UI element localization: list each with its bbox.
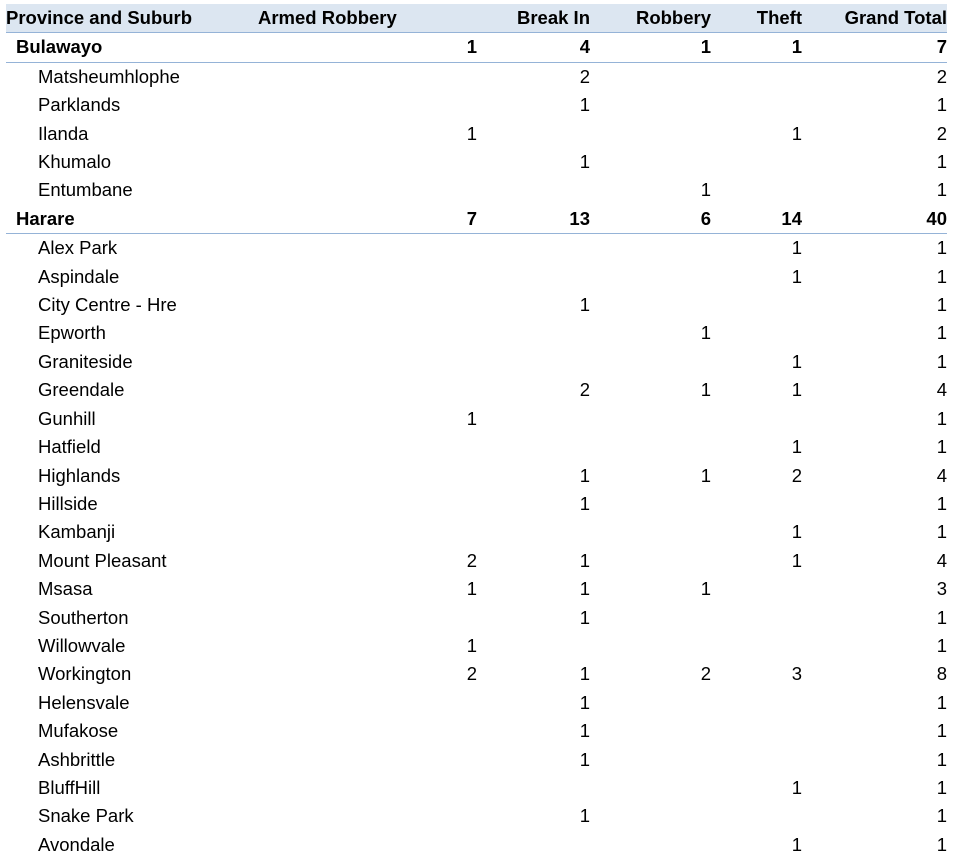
suburb-row[interactable] [6, 604, 947, 632]
suburb-name: Workington [38, 663, 132, 685]
break-in-cell: 1 [579, 748, 590, 770]
grand-total-cell: 2 [936, 122, 947, 144]
grand-total-cell: 1 [936, 691, 947, 713]
theft-cell [711, 802, 802, 830]
grand-total-cell: 1 [936, 237, 947, 259]
armed-robbery-cell [258, 717, 477, 745]
theft-cell [711, 319, 802, 347]
armed-robbery-cell: 1 [258, 33, 477, 62]
robbery-cell [590, 689, 711, 717]
theft-cell: 1 [791, 833, 802, 855]
break-in-cell: 1 [579, 151, 590, 173]
suburb-row[interactable] [6, 176, 947, 204]
header-robbery[interactable]: Robbery [590, 4, 711, 33]
robbery-cell [590, 632, 711, 660]
suburb-name: Hatfield [38, 436, 101, 458]
grand-total-cell: 1 [936, 151, 947, 173]
robbery-cell: 1 [700, 578, 711, 600]
suburb-row[interactable] [6, 433, 947, 461]
robbery-cell [590, 263, 711, 291]
armed-robbery-cell [258, 774, 477, 802]
robbery-cell [590, 405, 711, 433]
theft-cell: 1 [791, 237, 802, 259]
theft-cell: 1 [791, 436, 802, 458]
break-in-cell: 2 [579, 379, 590, 401]
grand-total-cell: 40 [802, 205, 947, 234]
province-row-bulawayo[interactable] [6, 33, 947, 62]
province-name: Harare [6, 205, 258, 234]
suburb-row[interactable] [6, 490, 947, 518]
robbery-cell [590, 62, 711, 91]
break-in-cell: 2 [579, 65, 590, 87]
theft-cell: 1 [791, 350, 802, 372]
robbery-cell [590, 604, 711, 632]
armed-robbery-cell [258, 746, 477, 774]
break-in-cell [477, 263, 590, 291]
robbery-cell [590, 148, 711, 176]
suburb-row[interactable] [6, 831, 947, 859]
armed-robbery-cell [258, 831, 477, 859]
grand-total-cell: 1 [936, 720, 947, 742]
armed-robbery-cell: 1 [466, 578, 477, 600]
theft-cell [711, 62, 802, 91]
armed-robbery-cell [258, 376, 477, 404]
grand-total-cell: 4 [936, 379, 947, 401]
theft-cell: 1 [791, 549, 802, 571]
grand-total-cell: 1 [936, 776, 947, 798]
grand-total-cell: 1 [936, 179, 947, 201]
robbery-cell: 2 [700, 663, 711, 685]
suburb-row[interactable] [6, 91, 947, 119]
suburb-name: Willowvale [38, 634, 126, 656]
armed-robbery-cell: 1 [466, 407, 477, 429]
robbery-cell: 1 [700, 179, 711, 201]
suburb-row[interactable] [6, 575, 947, 603]
break-in-cell: 1 [579, 720, 590, 742]
break-in-cell: 1 [579, 464, 590, 486]
suburb-row[interactable] [6, 62, 947, 91]
break-in-cell [477, 774, 590, 802]
suburb-row[interactable] [6, 746, 947, 774]
break-in-cell [477, 433, 590, 461]
suburb-row[interactable] [6, 148, 947, 176]
theft-cell: 1 [791, 122, 802, 144]
suburb-name: Ilanda [38, 122, 89, 144]
grand-total-cell: 1 [936, 94, 947, 116]
suburb-row[interactable] [6, 120, 947, 148]
armed-robbery-cell [258, 689, 477, 717]
theft-cell: 1 [791, 379, 802, 401]
grand-total-cell: 1 [936, 322, 947, 344]
robbery-cell [590, 547, 711, 575]
armed-robbery-cell [258, 348, 477, 376]
suburb-name: Parklands [38, 94, 121, 116]
robbery-cell [590, 774, 711, 802]
suburb-row[interactable] [6, 263, 947, 291]
grand-total-cell: 1 [936, 748, 947, 770]
break-in-cell [477, 319, 590, 347]
break-in-cell: 1 [579, 691, 590, 713]
suburb-name: Epworth [38, 322, 106, 344]
break-in-cell [477, 176, 590, 204]
pivot-table [6, 4, 947, 859]
header-theft[interactable]: Theft [711, 4, 802, 33]
break-in-cell: 1 [579, 492, 590, 514]
robbery-cell [590, 348, 711, 376]
grand-total-cell: 1 [936, 294, 947, 316]
theft-cell: 1 [791, 521, 802, 543]
theft-cell: 1 [791, 776, 802, 798]
armed-robbery-cell [258, 490, 477, 518]
suburb-name: Graniteside [38, 350, 133, 372]
suburb-name: Highlands [38, 464, 121, 486]
suburb-row[interactable] [6, 518, 947, 546]
grand-total-cell: 7 [802, 33, 947, 62]
suburb-name: City Centre - Hre [38, 294, 177, 316]
theft-cell [711, 746, 802, 774]
robbery-cell: 1 [700, 379, 711, 401]
grand-total-cell: 1 [936, 634, 947, 656]
grand-total-cell: 1 [936, 407, 947, 429]
theft-cell [711, 91, 802, 119]
robbery-cell [590, 433, 711, 461]
suburb-row[interactable] [6, 405, 947, 433]
suburb-name: Kambanji [38, 521, 116, 543]
robbery-cell [590, 291, 711, 319]
suburb-name: Avondale [38, 833, 115, 855]
suburb-name: Gunhill [38, 407, 96, 429]
suburb-name: Ashbrittle [38, 748, 116, 770]
theft-cell [711, 575, 802, 603]
armed-robbery-cell: 1 [466, 122, 477, 144]
armed-robbery-cell [258, 802, 477, 830]
suburb-row[interactable] [6, 632, 947, 660]
armed-robbery-cell [258, 148, 477, 176]
theft-cell [711, 405, 802, 433]
armed-robbery-cell [258, 433, 477, 461]
robbery-cell [590, 91, 711, 119]
grand-total-cell: 1 [936, 350, 947, 372]
grand-total-cell: 1 [936, 805, 947, 827]
suburb-row[interactable] [6, 376, 947, 404]
header-grand-total[interactable]: Grand Total [802, 4, 947, 33]
suburb-name: BluffHill [38, 776, 101, 798]
theft-cell [711, 176, 802, 204]
suburb-row[interactable] [6, 291, 947, 319]
armed-robbery-cell: 7 [258, 205, 477, 234]
robbery-cell: 1 [700, 322, 711, 344]
suburb-name: Aspindale [38, 265, 120, 287]
armed-robbery-cell: 2 [466, 549, 477, 571]
header-break-in[interactable]: Break In [477, 4, 590, 33]
armed-robbery-cell [258, 604, 477, 632]
armed-robbery-cell [258, 291, 477, 319]
theft-cell: 1 [711, 33, 802, 62]
theft-cell [711, 717, 802, 745]
theft-cell: 14 [711, 205, 802, 234]
armed-robbery-cell [258, 176, 477, 204]
armed-robbery-cell [258, 518, 477, 546]
robbery-cell: 1 [590, 33, 711, 62]
break-in-cell: 1 [579, 606, 590, 628]
armed-robbery-cell: 1 [466, 634, 477, 656]
theft-cell: 3 [791, 663, 802, 685]
robbery-cell [590, 518, 711, 546]
armed-robbery-cell [258, 234, 477, 263]
suburb-name: Mount Pleasant [38, 549, 167, 571]
armed-robbery-cell [258, 462, 477, 490]
armed-robbery-cell [258, 62, 477, 91]
province-row-harare[interactable] [6, 205, 947, 234]
robbery-cell: 1 [700, 464, 711, 486]
grand-total-cell: 1 [936, 521, 947, 543]
break-in-cell [477, 632, 590, 660]
robbery-cell [590, 746, 711, 774]
suburb-row[interactable] [6, 348, 947, 376]
suburb-name: Alex Park [38, 237, 118, 259]
suburb-name: Helensvale [38, 691, 130, 713]
suburb-row[interactable] [6, 717, 947, 745]
grand-total-cell: 1 [936, 265, 947, 287]
break-in-cell [477, 120, 590, 148]
grand-total-cell: 4 [936, 464, 947, 486]
armed-robbery-cell: 2 [466, 663, 477, 685]
grand-total-cell: 2 [936, 65, 947, 87]
suburb-row[interactable] [6, 462, 947, 490]
header-province-suburb[interactable]: Province and Suburb [6, 4, 258, 33]
theft-cell: 1 [791, 265, 802, 287]
suburb-row[interactable] [6, 234, 947, 263]
robbery-cell [590, 120, 711, 148]
grand-total-cell: 8 [936, 663, 947, 685]
armed-robbery-cell [258, 91, 477, 119]
suburb-name: Southerton [38, 606, 129, 628]
theft-cell [711, 291, 802, 319]
break-in-cell: 4 [477, 33, 590, 62]
theft-cell [711, 689, 802, 717]
suburb-name: Entumbane [38, 179, 133, 201]
suburb-row[interactable] [6, 660, 947, 688]
theft-cell [711, 632, 802, 660]
grand-total-cell: 3 [936, 578, 947, 600]
suburb-row[interactable] [6, 802, 947, 830]
suburb-name: Mufakose [38, 720, 119, 742]
break-in-cell [477, 405, 590, 433]
break-in-cell [477, 234, 590, 263]
robbery-cell: 6 [590, 205, 711, 234]
suburb-name: Snake Park [38, 805, 134, 827]
break-in-cell [477, 518, 590, 546]
suburb-name: Matsheumhlophe [38, 65, 180, 87]
suburb-name: Hillside [38, 492, 98, 514]
robbery-cell [590, 717, 711, 745]
robbery-cell [590, 802, 711, 830]
suburb-row[interactable] [6, 689, 947, 717]
break-in-cell: 1 [579, 663, 590, 685]
suburb-name: Msasa [38, 578, 93, 600]
break-in-cell: 1 [579, 549, 590, 571]
break-in-cell: 1 [579, 294, 590, 316]
break-in-cell [477, 831, 590, 859]
suburb-row[interactable] [6, 547, 947, 575]
break-in-cell: 1 [579, 578, 590, 600]
robbery-cell [590, 490, 711, 518]
theft-cell: 2 [791, 464, 802, 486]
break-in-cell: 13 [477, 205, 590, 234]
header-armed-robbery[interactable]: Armed Robbery [258, 4, 477, 33]
grand-total-cell: 1 [936, 606, 947, 628]
grand-total-cell: 1 [936, 492, 947, 514]
suburb-row[interactable] [6, 319, 947, 347]
break-in-cell [477, 348, 590, 376]
grand-total-cell: 1 [936, 833, 947, 855]
theft-cell [711, 148, 802, 176]
armed-robbery-cell [258, 263, 477, 291]
suburb-name: Khumalo [38, 151, 112, 173]
break-in-cell: 1 [579, 94, 590, 116]
theft-cell [711, 490, 802, 518]
header-row [6, 4, 947, 33]
theft-cell [711, 604, 802, 632]
suburb-row[interactable] [6, 774, 947, 802]
break-in-cell: 1 [579, 805, 590, 827]
grand-total-cell: 4 [936, 549, 947, 571]
robbery-cell [590, 234, 711, 263]
robbery-cell [590, 831, 711, 859]
province-name: Bulawayo [6, 33, 258, 62]
suburb-name: Greendale [38, 379, 125, 401]
armed-robbery-cell [258, 319, 477, 347]
grand-total-cell: 1 [936, 436, 947, 458]
